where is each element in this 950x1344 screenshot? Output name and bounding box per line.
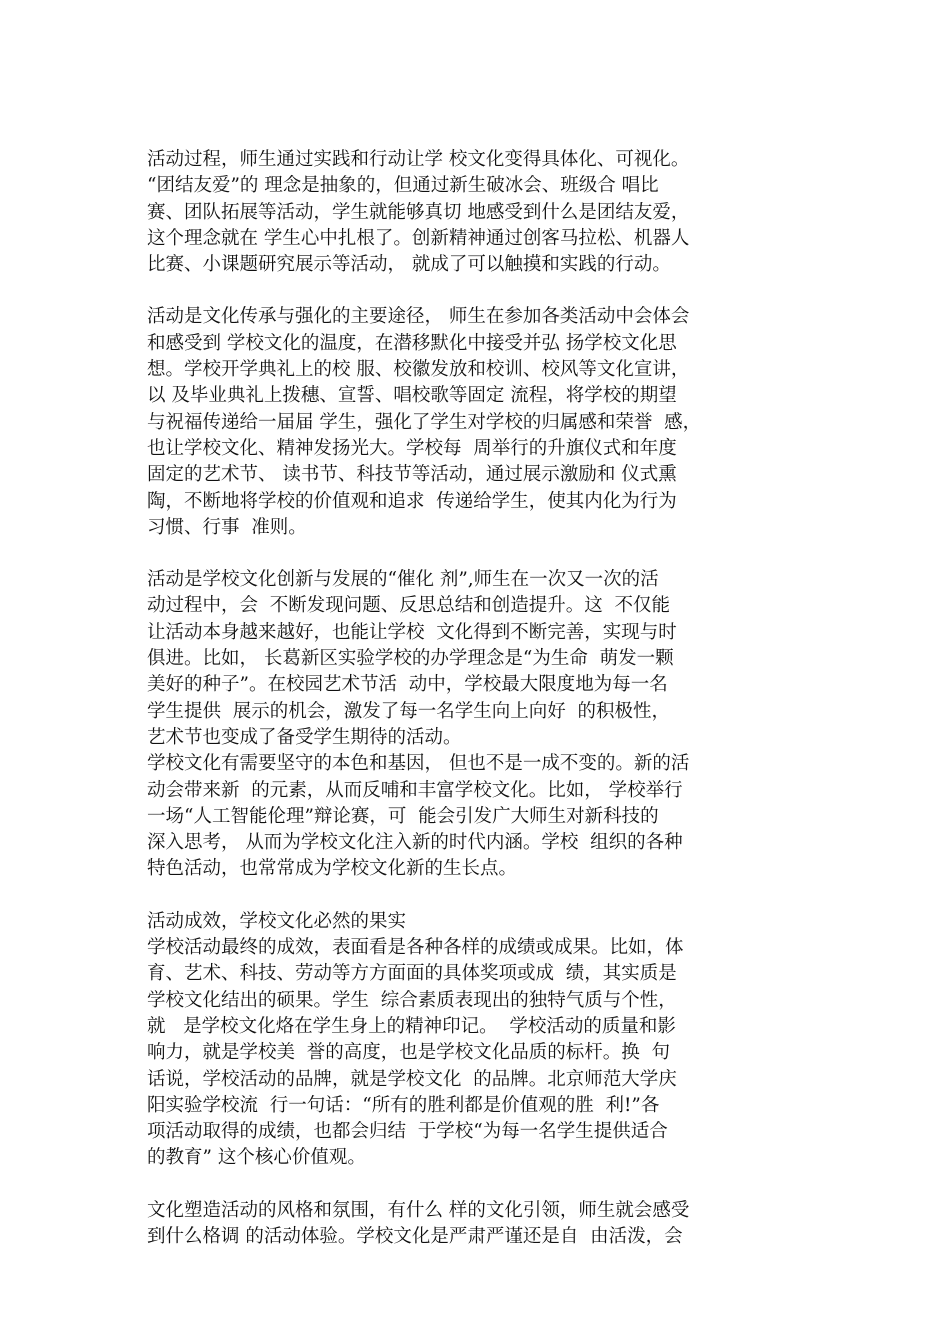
text-line: 想。学校开学典礼上的校 服、校徽发放和校训、校风等文化宣讲， <box>147 359 690 381</box>
text-line: 活动是学校文化创新与发展的“催化 剂”,师生在一次又一次的活 <box>147 569 659 591</box>
text-line: 育、艺术、科技、劳动等方方面面的具体奖项或成 绩，其实质是 <box>147 963 677 985</box>
text-line: 与祝福传递给一届届 学生，强化了学生对学校的归属感和荣誉 感， <box>147 411 702 433</box>
paragraph-gap <box>147 541 817 567</box>
text-line: 特色活动，也常常成为学校文化新的生长点。 <box>147 858 518 880</box>
text-line: 阳实验学校流 行一句话：“所有的胜利都是价值观的胜 利!”各 <box>147 1094 660 1116</box>
text-line: 学校活动最终的成效，表面看是各种各样的成绩或成果。比如，体 <box>147 937 684 959</box>
text-line: 活动成效，学校文化必然的果实 <box>147 910 407 932</box>
text-line: 项活动取得的成绩，也都会归结 于学校“为每一名学生提供适合 <box>147 1121 668 1143</box>
text-line: 美好的种子”。在校园艺术节活 动中，学校最大限度地为每一名 <box>147 674 668 696</box>
text-line: 让活动本身越来越好，也能让学校 文化得到不断完善，实现与时 <box>147 621 677 643</box>
document-page <box>147 147 817 1250</box>
text-line: 动会带来新 的元素，从而反哺和丰富学校文化。比如， 学校举行 <box>147 779 683 801</box>
text-line: 这个理念就在 学生心中扎根了。创新精神通过创客马拉松、机器人 <box>147 227 690 249</box>
text-line: 以 及毕业典礼上拨穗、宣誓、唱校歌等固定 流程，将学校的期望 <box>147 385 677 407</box>
paragraph-gap <box>147 278 817 304</box>
paragraph <box>147 751 817 882</box>
paragraph <box>147 304 817 541</box>
paragraph-gap <box>147 883 817 909</box>
text-line: 固定的艺术节、 读书节、科技节等活动，通过展示激励和 仪式熏 <box>147 464 677 486</box>
text-line: 文化塑造活动的风格和氛围，有什么 样的文化引领，师生就会感受 <box>147 1199 690 1221</box>
text-line: 的教育” 这个核心价值观。 <box>147 1147 366 1169</box>
text-line: 活动是文化传承与强化的主要途径， 师生在参加各类活动中会体会 <box>147 306 690 328</box>
paragraph-gap <box>147 1172 817 1198</box>
text-line: 比赛、小课题研究展示等活动， 就成了可以触摸和实践的行动。 <box>147 254 671 276</box>
text-line: 深入思考， 从而为学校文化注入新的时代内涵。学校 组织的各种 <box>147 832 683 854</box>
text-line: 习惯、行事 准则。 <box>147 516 307 538</box>
paragraph <box>147 567 817 751</box>
text-line: 话说，学校活动的品牌，就是学校文化 的品牌。北京师范大学庆 <box>147 1068 677 1090</box>
paragraph <box>147 909 817 935</box>
text-line: 一场“人工智能伦理”辩论赛，可 能会引发广大师生对新科技的 <box>147 805 659 827</box>
text-line: 响力，就是学校美 誉的高度，也是学校文化品质的标杆。换 句 <box>147 1042 671 1064</box>
text-line: 到什么格调 的活动体验。学校文化是严肃严谨还是自 由活泼，会 <box>147 1225 683 1247</box>
text-line: 陶，不断地将学校的价值观和追求 传递给学生，使其内化为行为 <box>147 490 677 512</box>
paragraph <box>147 1198 817 1251</box>
text-line: 学校文化有需要坚守的本色和基因， 但也不是一成不变的。新的活 <box>147 753 690 775</box>
text-line: 也让学校文化、精神发扬光大。学校每 周举行的升旗仪式和年度 <box>147 437 677 459</box>
text-line: 赛、团队拓展等活动，学生就能够真切 地感受到什么是团结友爱， <box>147 201 690 223</box>
text-line: 和感受到 学校文化的温度，在潜移默化中接受并弘 扬学校文化思 <box>147 332 677 354</box>
paragraph <box>147 147 817 278</box>
text-line: 俱进。比如， 长葛新区实验学校的办学理念是“为生命 萌发一颗 <box>147 648 674 670</box>
text-line: 学生提供 展示的机会，激发了每一名学生向上向好 的积极性， <box>147 700 671 722</box>
text-line: 活动过程，师生通过实践和行动让学 校文化变得具体化、可视化。 <box>147 149 690 170</box>
text-line: “团结友爱”的 理念是抽象的，但通过新生破冰会、班级合 唱比 <box>147 175 659 197</box>
text-line: 动过程中，会 不断发现问题、反思总结和创造提升。这 不仅能 <box>147 595 671 617</box>
text-line: 学校文化结出的硕果。学生 综合素质表现出的独特气质与个性， <box>147 989 677 1011</box>
paragraph <box>147 935 817 1172</box>
text-line: 就 是学校文化烙在学生身上的精神印记。 学校活动的质量和影 <box>147 1015 676 1037</box>
text-line: 艺术节也变成了备受学生期待的活动。 <box>147 726 462 748</box>
